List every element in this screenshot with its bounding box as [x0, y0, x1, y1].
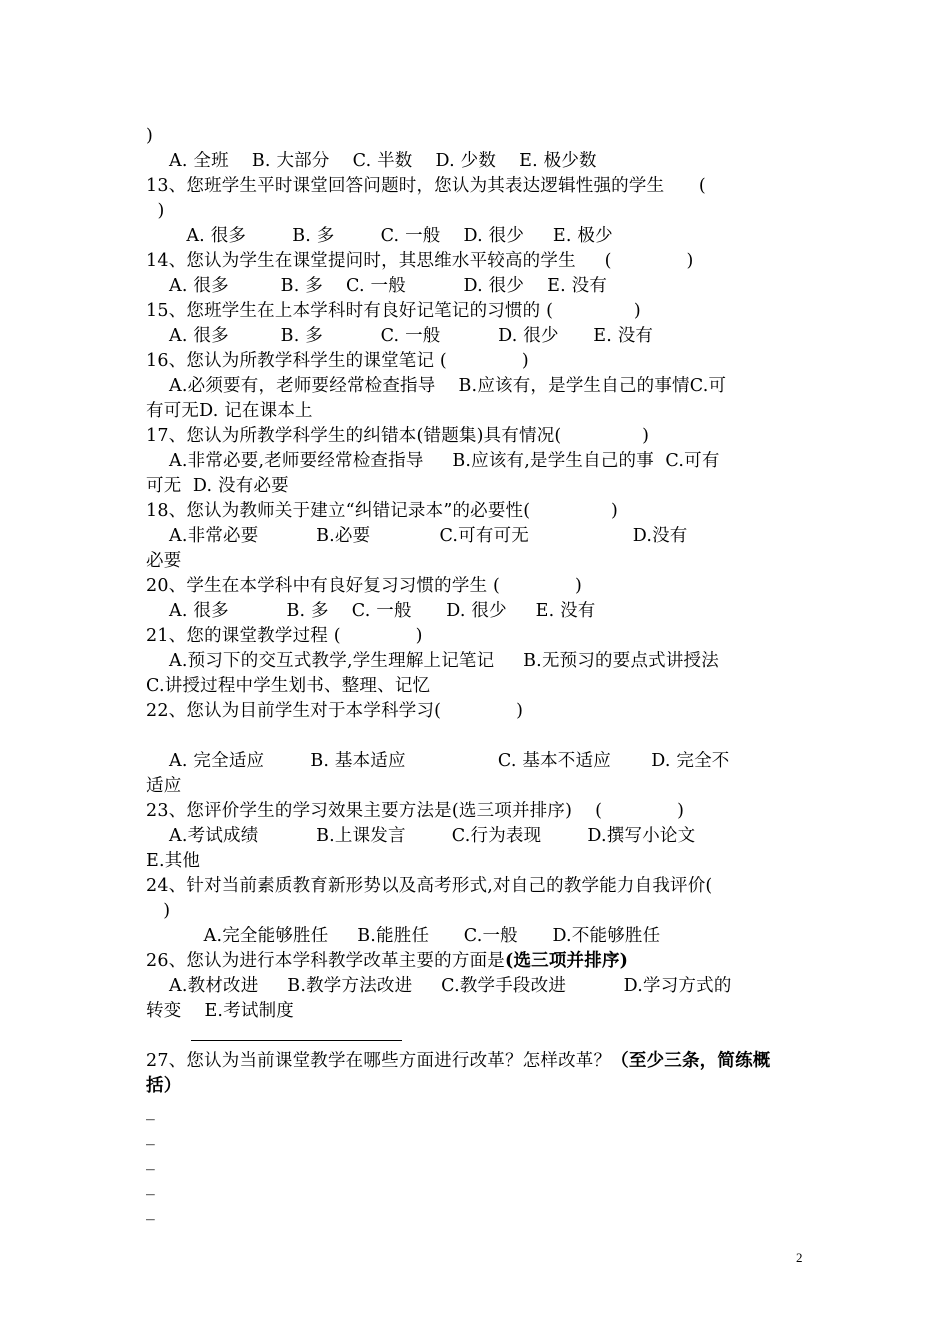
text-line: A.考试成绩 B.上课发言 C.行为表现 D.撰写小论文	[146, 826, 696, 846]
text-line: )	[146, 201, 165, 221]
question-26-bold: (选三项并排序)	[504, 951, 629, 971]
text-line: A.完全能够胜任 B.能胜任 C.一般 D.不能够胜任	[146, 926, 661, 946]
text-line: 括）	[146, 1076, 182, 1096]
question-15: 15、您班学生在上本学科时有良好记笔记的习惯的 ( )	[146, 301, 641, 321]
text-line: A.非常必要 B.必要 C.可有可无 D.没有	[146, 526, 688, 546]
page-number: 2	[796, 1250, 803, 1265]
question-20: 20、学生在本学科中有良好复习习惯的学生 ( )	[146, 576, 582, 596]
text-line: A.教材改进 B.教学方法改进 C.教学手段改进 D.学习方式的	[146, 976, 732, 996]
question-21: 21、您的课堂教学过程 ( )	[146, 626, 423, 646]
text-line: A. 全班 B. 大部分 C. 半数 D. 少数 E. 极少数	[146, 151, 597, 171]
text-line: 适应	[146, 776, 182, 796]
text-line: 有可无D. 记在课本上	[146, 401, 313, 421]
question-22: 22、您认为目前学生对于本学科学习( )	[146, 701, 524, 721]
question-17: 17、您认为所教学科学生的纠错本(错题集)具有情况( )	[146, 426, 650, 446]
text-line: A. 很多 B. 多 C. 一般 D. 很少 E. 没有	[146, 276, 608, 296]
text-line: A. 很多 B. 多 C. 一般 D. 很少 E. 没有	[146, 601, 596, 621]
text-line: A. 完全适应 B. 基本适应 C. 基本不适应 D. 完全不	[146, 751, 730, 771]
blank-answer-line: _	[146, 1101, 155, 1121]
question-27	[146, 1049, 810, 1073]
answer-underline	[191, 1040, 402, 1041]
text-line: )	[146, 126, 154, 146]
question-26	[146, 949, 810, 973]
blank-answer-line: _	[146, 1201, 155, 1221]
text-line: 转变 E.考试制度	[146, 1001, 294, 1021]
question-23: 23、您评价学生的学习效果主要方法是(选三项并排序) ( )	[146, 801, 685, 821]
text-line: A.预习下的交互式教学,学生理解上记笔记 B.无预习的要点式讲授法	[146, 651, 719, 671]
text-line: C.讲授过程中学生划书、整理、记忆	[146, 676, 431, 696]
blank-answer-line: _	[146, 1126, 155, 1146]
question-13: 13、您班学生平时课堂回答问题时，您认为其表达逻辑性强的学生 (	[146, 176, 706, 196]
text-line: )	[146, 901, 171, 921]
blank-answer-line: _	[146, 1151, 155, 1171]
question-27-bold: （至少三条，简练概	[611, 1051, 771, 1071]
text-line: E.其他	[146, 851, 201, 871]
text-line: A.必须要有，老师要经常检查指导 B.应该有，是学生自己的事情C.可	[146, 376, 727, 396]
question-27-text: 27、您认为当前课堂教学在哪些方面进行改革？怎样改革？	[146, 1051, 612, 1071]
question-26-text: 26、您认为进行本学科教学改革主要的方面是	[146, 951, 505, 971]
question-24: 24、针对当前素质教育新形势以及高考形式,对自己的教学能力自我评价(	[146, 876, 713, 896]
text-line: 可无 D. 没有必要	[146, 476, 289, 496]
question-18: 18、您认为教师关于建立“纠错记录本”的必要性( )	[146, 501, 618, 521]
question-14: 14、您认为学生在课堂提问时，其思维水平较高的学生 ( )	[146, 251, 694, 271]
question-16: 16、您认为所教学科学生的课堂笔记 ( )	[146, 351, 529, 371]
blank-answer-line: _	[146, 1176, 155, 1196]
text-line: 必要	[146, 551, 182, 571]
text-line: A. 很多 B. 多 C. 一般 D. 很少 E. 极少	[146, 226, 613, 246]
text-line: A. 很多 B. 多 C. 一般 D. 很少 E. 没有	[146, 326, 654, 346]
text-line: A.非常必要,老师要经常检查指导 B.应该有,是学生自己的事 C.可有	[146, 451, 720, 471]
